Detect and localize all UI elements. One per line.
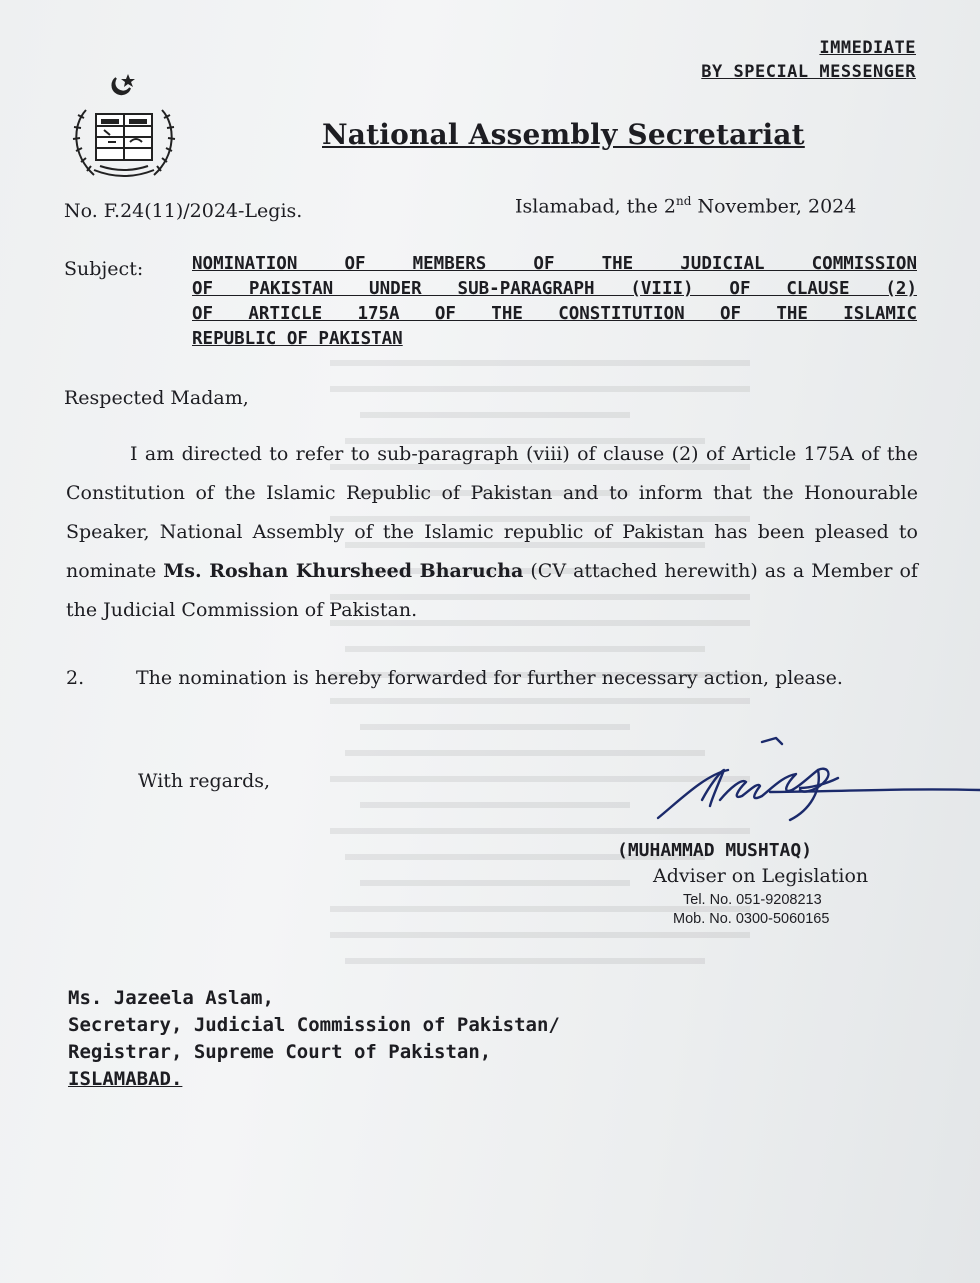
addressee-designation: Secretary, Judicial Commission of Pakistan/	[68, 1014, 560, 1036]
addressee-block	[68, 985, 560, 1093]
signatory-telephone: Tel. No. 051-9208213	[683, 892, 822, 908]
body-paragraph-2	[66, 658, 918, 699]
addressee-designation-2: Registrar, Supreme Court of Pakistan,	[68, 1041, 492, 1063]
letter-date	[515, 194, 856, 217]
subject-label: Subject:	[64, 258, 144, 280]
signatory-mobile: Mob. No. 0300-5060165	[673, 911, 830, 927]
para2-text: The nomination is hereby forwarded for further necessary action, please.	[136, 667, 843, 689]
closing: With regards,	[138, 770, 271, 792]
urgency-messenger: BY SPECIAL MESSENGER	[701, 62, 916, 82]
subject-line: REPUBLIC OF PAKISTAN	[192, 329, 403, 349]
handwritten-signature	[650, 730, 980, 840]
subject-text	[192, 252, 917, 352]
addressee-name: Ms. Jazeela Aslam,	[68, 987, 274, 1009]
date-prefix: Islamabad, the 2	[515, 195, 676, 218]
subject-line: OF PAKISTAN UNDER SUB-PARAGRAPH (VIII) OF CLAUSE (2)	[192, 279, 917, 299]
nominee-name: Ms. Roshan Khursheed Bharucha	[163, 560, 524, 582]
organization-title: National Assembly Secretariat	[322, 118, 805, 151]
urgency-immediate: IMMEDIATE	[819, 38, 916, 58]
para1-text-end: (CV attached herewith) as a Member of the Judicial Commission of Pakistan.	[66, 560, 918, 621]
para2-number: 2.	[66, 667, 85, 689]
date-ordinal: nd	[675, 194, 692, 208]
urgency-marking	[701, 36, 916, 84]
body-paragraph-1	[66, 435, 918, 630]
subject-line: NOMINATION OF MEMBERS OF THE JUDICIAL COMMISSION	[192, 254, 917, 274]
subject-line: OF ARTICLE 175A OF THE CONSTITUTION OF THE ISLAMIC	[192, 304, 917, 324]
signatory-name: (MUHAMMAD MUSHTAQ)	[617, 840, 813, 861]
state-emblem-icon	[64, 70, 184, 190]
para1-text-start: I am directed to refer to sub-paragraph (viii) of clause (2) of Article 175A of the Constitution of the Islamic Republic of Pakistan and to inform that the Honourable Speaker, National Assembly of the Islamic republic of Pakistan has been pleased to nominate	[66, 443, 918, 582]
salutation: Respected Madam,	[64, 387, 249, 409]
addressee-city: ISLAMABAD.	[68, 1068, 183, 1090]
reference-number: No. F.24(11)/2024-Legis.	[64, 200, 303, 222]
signatory-title: Adviser on Legislation	[653, 865, 869, 887]
date-suffix: November, 2024	[691, 195, 857, 218]
